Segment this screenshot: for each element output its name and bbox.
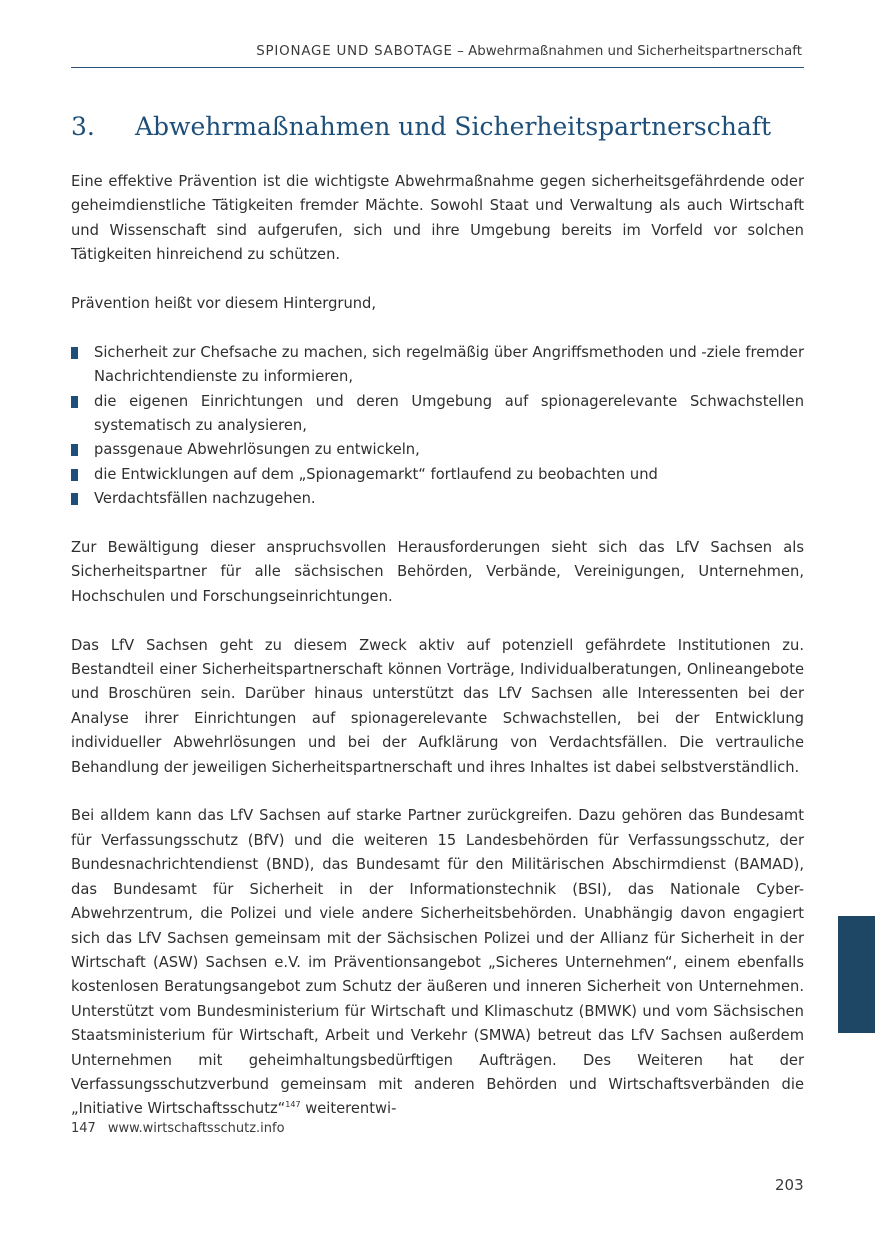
paragraph-prevention-lead: Prävention heißt vor diesem Hintergrund, xyxy=(71,295,377,313)
list-item xyxy=(71,438,804,462)
chapter-side-tab xyxy=(838,916,875,1033)
chapter-heading xyxy=(71,112,771,141)
footnote-text: www.wirtschaftsschutz.info xyxy=(107,1121,285,1136)
list-item-text: passgenaue Abwehrlösungen zu entwickeln, xyxy=(94,441,420,459)
paragraph-partners xyxy=(71,804,804,1121)
footnote-reference: 147 xyxy=(285,1100,301,1110)
running-header xyxy=(256,44,802,59)
list-item-text: Sicherheit zur Chefsache zu machen, sich regelmäßig über Angriffsmethoden und -ziele fremder Nachrichtendienste zu informieren, xyxy=(94,343,804,386)
prevention-list xyxy=(71,341,804,512)
paragraph-intro: Eine effektive Prävention ist die wichtigste Abwehrmaßnahme gegen sicherheitsgefährdende oder geheimdienstliche Tätigkeiten fremder Mächte. Sowohl Staat und Verwaltung als auch Wirtschaft und Wissenschaft sind aufgerufen, sich und ihre Umgebung bereits im Vorfeld vor solchen Tätigkeiten hinreichend zu schützen. xyxy=(71,173,804,264)
footnote-number: 147 xyxy=(71,1121,96,1136)
list-item xyxy=(71,341,804,390)
chapter-title: Abwehrmaßnahmen und Sicherheitspartnerschaft xyxy=(135,112,772,141)
list-item-text: die Entwicklungen auf dem „Spionagemarkt“ fortlaufend zu beobachten und xyxy=(94,465,658,483)
paragraph-partners-end: weiterentwi- xyxy=(300,1100,397,1118)
body-text xyxy=(71,170,804,1122)
paragraph-partners-text: Bei alldem kann das LfV Sachsen auf starke Partner zurückgreifen. Dazu gehören das Bundesamt für Verfassungsschutz (BfV) und die weiteren 15 Landesbehörden für Verfassungsschutz, der Bundesnachrichtendienst (BND), das Bundesamt für den Militärischen Abschirmdienst (BAMAD), das Bundesamt für Sicherheit in der Informationstechnik (BSI), das Nationale Cyber-Abwehrzentrum, die Polizei und viele andere Sicherheitsbehörden. Unabhängig davon engagiert sich das LfV Sachsen gemeinsam mit der Sächsischen Polizei und der Allianz für Sicherheit in der Wirtschaft (ASW) Sachsen e.V. im Präventionsangebot „Sicheres Unternehmen“, einem ebenfalls kostenlosen Beratungsangebot zum Schutz der äußeren und inneren Sicherheit von Unternehmen. Unterstützt vom Bundesministerium für Wirtschaft und Klimaschutz (BMWK) und vom Sächsischen Staatsministerium für Wirtschaft, Arbeit und Verkehr (SMWA) betreut das LfV Sachsen außerdem Unternehmen mit geheimhaltungsbedürftigen Aufträgen. Des Weiteren hat der Verfassungsschutzverbund gemeinsam mit anderen Behörden und Wirtschaftsverbänden die „Initiative Wirtschaftsschutz“ xyxy=(71,807,804,1118)
chapter-number: 3. xyxy=(71,112,95,141)
list-item xyxy=(71,390,804,439)
paragraph-offerings: Das LfV Sachsen geht zu diesem Zweck aktiv auf potenziell gefährdete Institutionen zu. Bestandteil einer Sicherheitspartnerschaft können Vorträge, Individualberatungen, Onlineangebote und Broschüren sein. Darüber hinaus unterstützt das LfV Sachsen alle Interessenten bei der Analyse ihrer Einrichtungen auf spionagerelevante Schwachstellen, bei der Entwicklung individueller Abwehrlösungen und bei der Aufklärung von Verdachtsfällen. Die vertrauliche Behandlung der jeweiligen Sicherheitspartnerschaft und ihres Inhaltes ist dabei selbstverständlich. xyxy=(71,636,804,776)
bullet-square-icon xyxy=(71,493,78,505)
list-item-text: die eigenen Einrichtungen und deren Umgebung auf spionagerelevante Schwachstellen systematisch zu analysieren, xyxy=(94,392,804,435)
bullet-square-icon xyxy=(71,444,78,456)
bullet-square-icon xyxy=(71,347,78,359)
page-number: 203 xyxy=(775,1176,804,1194)
list-item xyxy=(71,463,804,487)
list-item xyxy=(71,487,804,511)
list-item-text: Verdachtsfällen nachzugehen. xyxy=(94,490,316,508)
footnote xyxy=(71,1121,285,1136)
header-rule xyxy=(71,67,804,68)
header-separator: – xyxy=(457,44,464,59)
bullet-square-icon xyxy=(71,396,78,408)
header-section-title: SPIONAGE UND SABOTAGE xyxy=(256,44,453,59)
header-subtitle: Abwehrmaßnahmen und Sicherheitspartnerschaft xyxy=(468,44,802,59)
paragraph-security-partner: Zur Bewältigung dieser anspruchsvollen Herausforderungen sieht sich das LfV Sachsen als Sicherheitspartner für alle sächsischen Behörden, Verbände, Vereinigungen, Unternehmen, Hochschulen und Forschungseinrichtungen. xyxy=(71,539,804,605)
bullet-square-icon xyxy=(71,469,78,481)
